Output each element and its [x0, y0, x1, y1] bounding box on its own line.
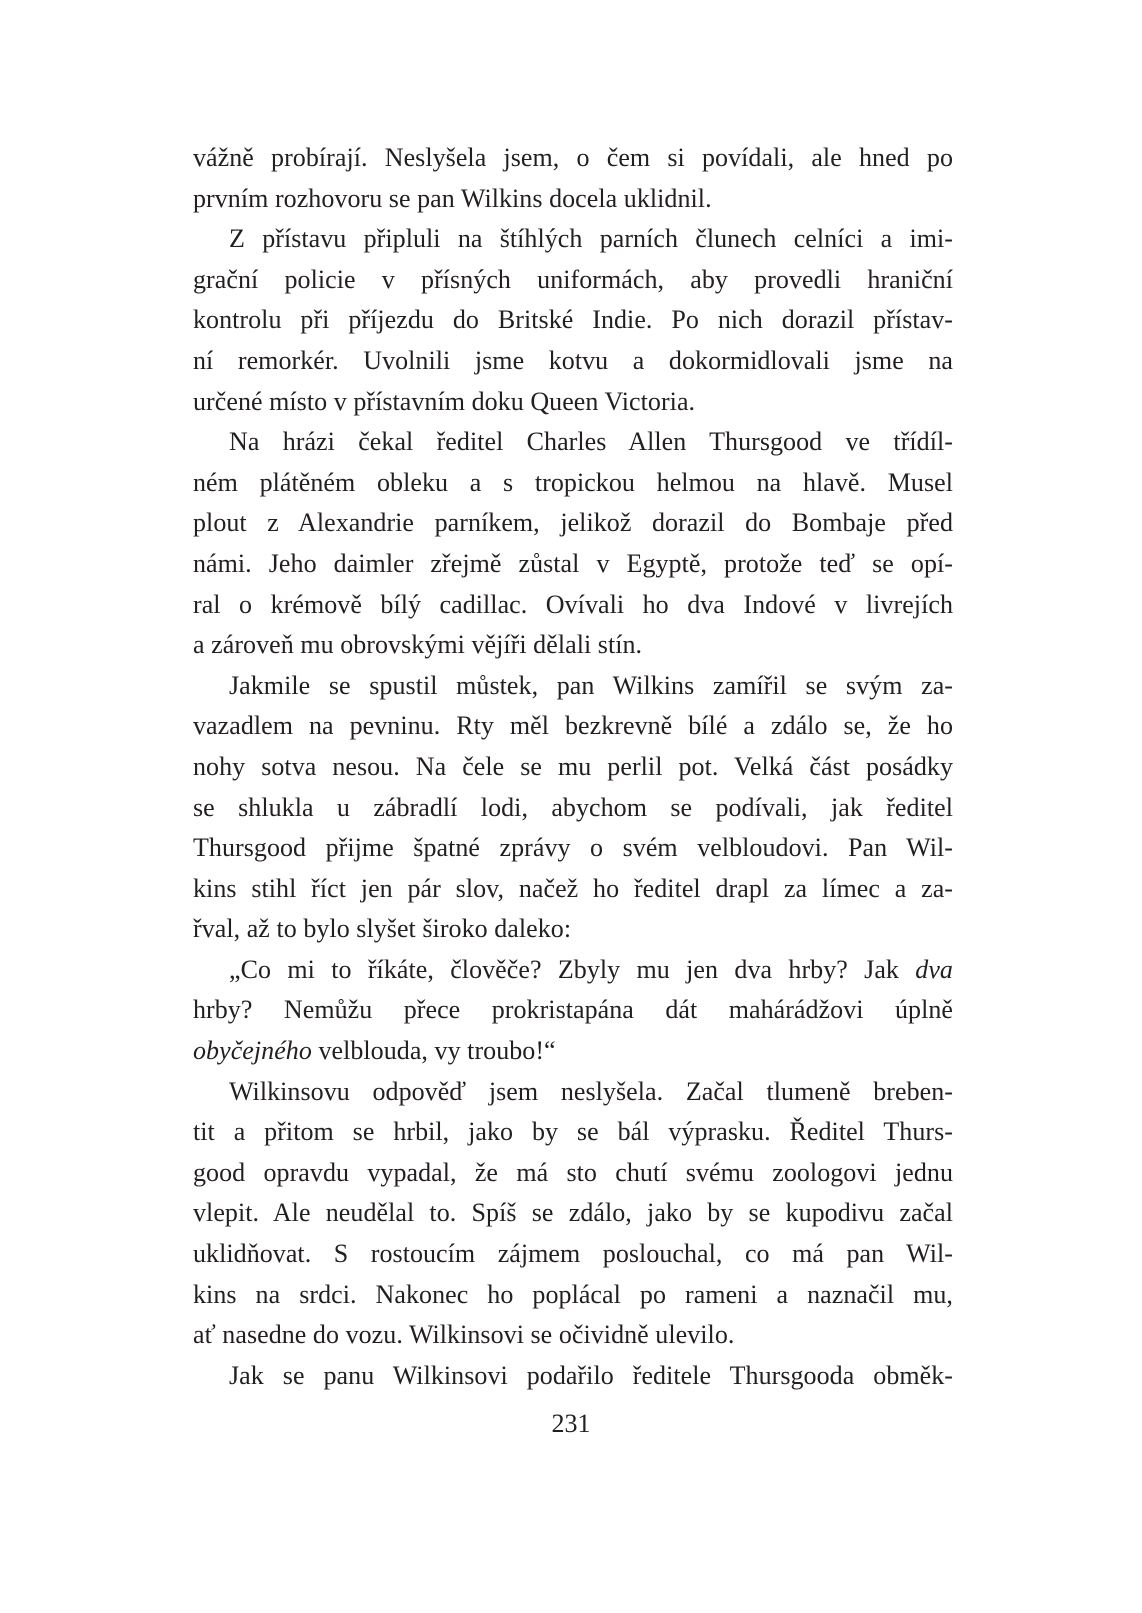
text-line: určené místo v přístavním doku Queen Victoria. — [193, 386, 696, 416]
italic-word: dva — [915, 954, 953, 984]
text-line: Jak se panu Wilkinsovi podařilo ředitele Thursgooda obměk- — [229, 1360, 953, 1390]
text-line: ní remorkér. Uvolnili jsme kotvu a dokormidlovali jsme na — [193, 345, 953, 375]
text-line: uklidňovat. S rostoucím zájmem poslouchal, co má pan Wil- — [193, 1239, 953, 1269]
text-line: kins na srdci. Nakonec ho poplácal po rameni a naznačil mu, — [193, 1279, 953, 1309]
page-number: 231 — [551, 1409, 591, 1438]
text-line: grační policie v přísných uniformách, aby provedli hraniční — [193, 264, 953, 294]
text-line: prvním rozhovoru se pan Wilkins docela uklidnil. — [193, 183, 712, 213]
text-line: Na hrázi čekal ředitel Charles Allen Thursgood ve třídíl- — [229, 427, 953, 457]
text-line: vážně probírají. Neslyšela jsem, o čem si povídali, ale hned po — [193, 143, 953, 172]
text-segment: „Co mi to říkáte, člověče? Zbyly mu jen dva hrby? Jak — [229, 954, 916, 984]
text-line: good opravdu vypadal, že má sto chutí svému zoologovi jednu — [193, 1157, 953, 1187]
text-line: kontrolu při příjezdu do Britské Indie. Po nich dorazil přístav- — [193, 305, 953, 335]
text-line: plout z Alexandrie parníkem, jelikož dorazil do Bombaje před — [193, 508, 953, 538]
text-line: a zároveň mu obrovskými vějíři dělali stín. — [193, 630, 643, 660]
text-line — [193, 950, 953, 991]
text-line: Wilkinsovu odpověď jsem neslyšela. Začal tlumeně breben- — [229, 1076, 953, 1106]
text-line: námi. Jeho daimler zřejmě zůstal v Egyptě, protože teď se opí- — [193, 548, 953, 578]
text-line: Jakmile se spustil můstek, pan Wilkins zamířil se svým za- — [229, 670, 953, 700]
text-line: ať nasedne do vozu. Wilkinsovi se očividně ulevilo. — [193, 1320, 735, 1350]
italic-word: obyčejného — [193, 1036, 312, 1066]
text-line: tit a přitom se hrbil, jako by se bál výprasku. Ředitel Thurs- — [193, 1117, 953, 1147]
text-line: se shlukla u zábradlí lodi, abychom se podívali, jak ředitel — [193, 792, 953, 822]
text-line: vazadlem na pevninu. Rty měl bezkrevně bílé a zdálo se, že ho — [193, 711, 953, 741]
text-line — [193, 1031, 953, 1072]
text-line: řval, až to bylo slyšet široko daleko: — [193, 914, 572, 944]
body-text — [193, 138, 953, 1396]
text-line: kins stihl říct jen pár slov, načež ho ředitel drapl za límec a za- — [193, 873, 953, 903]
text-line: nohy sotva nesou. Na čele se mu perlil pot. Velká část posádky — [193, 751, 953, 781]
text-line: vlepit. Ale neudělal to. Spíš se zdálo, jako by se kupodivu začal — [193, 1198, 953, 1228]
text-line: ral o krémově bílý cadillac. Ovívali ho dva Indové v livrejích — [193, 589, 953, 619]
text-line: Thursgood přijme špatné zprávy o svém velbloudovi. Pan Wil- — [193, 833, 953, 863]
text-line: ném plátěném obleku a s tropickou helmou na hlavě. Musel — [193, 467, 953, 497]
text-line: Z přístavu připluli na štíhlých parních člunech celníci a imi- — [229, 224, 953, 254]
text-segment: velblouda, vy troubo!“ — [311, 1036, 556, 1066]
text-line: hrby? Nemůžu přece prokristapána dát mahárádžovi úplně — [193, 995, 953, 1025]
